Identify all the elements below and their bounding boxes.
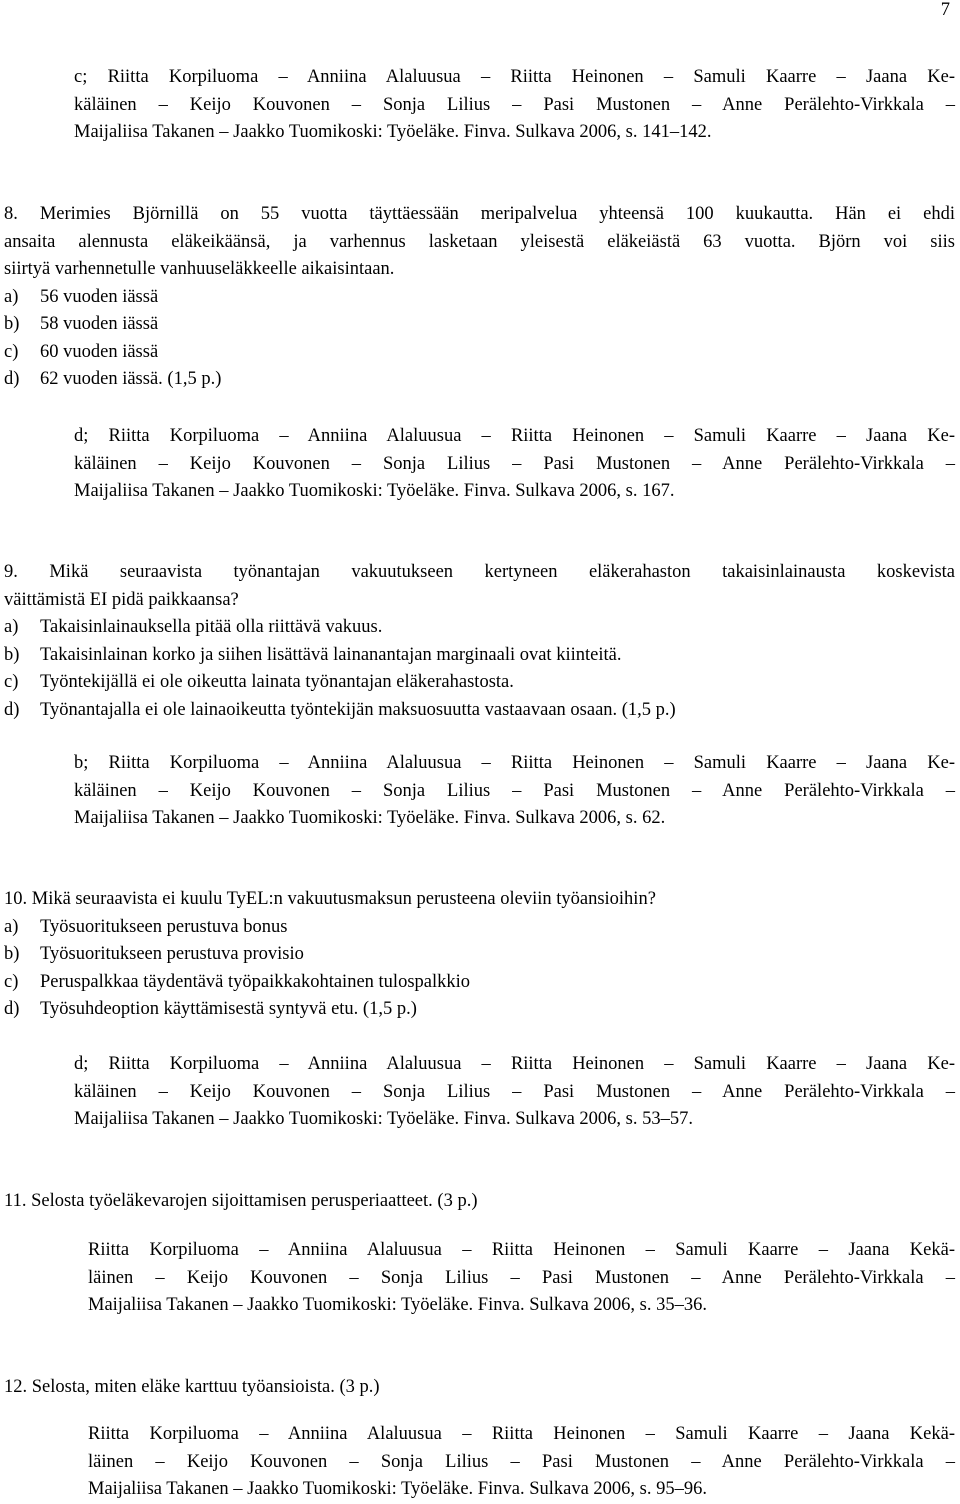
question-9 (4, 559, 955, 724)
answer-11-reference (88, 1237, 955, 1320)
reference-line: d; Riitta Korpiluoma – Anniina Alaluusua – Riitta Heinonen – Samuli Kaarre – Jaana Ke- (74, 1054, 955, 1074)
question-text-line: siirtyä varhennetulle vanhuuseläkkeelle aikaisintaan. (4, 259, 395, 279)
answer-option-a: a) Työsuoritukseen perustuva bonus (4, 916, 288, 937)
answer-7-reference (74, 64, 955, 147)
reference-line: Maijaliisa Takanen – Jaakko Tuomikoski: Työeläke. Finva. Sulkava 2006, s. 53–57. (74, 1109, 694, 1129)
reference-line: läinen – Keijo Kouvonen – Sonja Lilius – Pasi Mustonen – Anne Perälehto-Virkkala – (88, 1451, 955, 1472)
reference-line: Maijaliisa Takanen – Jaakko Tuomikoski: Työeläke. Finva. Sulkava 2006, s. 141–142. (74, 122, 712, 142)
answer-option-d: d) Työnantajalla ei ole lainaoikeutta työntekijän maksuosuutta vastaavaan osaan. (1,5 p.) (4, 699, 676, 720)
question-text-line: ansaita alennusta eläkeikäänsä, ja varhennus lasketaan yleisestä eläkeiästä 63 vuotta. Björn voi siis (4, 231, 955, 252)
reference-line: b; Riitta Korpiluoma – Anniina Alaluusua – Riitta Heinonen – Samuli Kaarre – Jaana Ke- (74, 753, 955, 773)
answer-option-a: a) Takaisinlainauksella pitää olla riittävä vakuus. (4, 617, 383, 637)
reference-line: Maijaliisa Takanen – Jaakko Tuomikoski: Työeläke. Finva. Sulkava 2006, s. 167. (74, 481, 675, 501)
answer-12-reference (88, 1421, 955, 1504)
question-text-line: 9. Mikä seuraavista työnantajan vakuutukseen kertyneen eläkerahaston takaisinlainausta koskevista (4, 562, 955, 582)
answer-option-c: c) Peruspalkkaa täydentävä työpaikkakohtainen tulospalkkio (4, 971, 471, 992)
answer-option-a: a) 56 vuoden iässä (4, 286, 159, 307)
answer-option-d: d) Työsuhdeoption käyttämisestä syntyvä etu. (1,5 p.) (4, 999, 417, 1019)
question-12 (4, 1374, 955, 1402)
reference-line: Riitta Korpiluoma – Anniina Alaluusua – Riitta Heinonen – Samuli Kaarre – Jaana Kekä- (88, 1424, 955, 1444)
question-text-line: 12. Selosta, miten eläke karttuu työansioista. (3 p.) (4, 1377, 380, 1397)
reference-line: d; Riitta Korpiluoma – Anniina Alaluusua – Riitta Heinonen – Samuli Kaarre – Jaana Ke- (74, 426, 955, 446)
answer-option-b: b) 58 vuoden iässä (4, 314, 159, 334)
answer-8-reference (74, 423, 955, 506)
question-text-line: 10. Mikä seuraavista ei kuulu TyEL:n vakuutusmaksun perusteena oleviin työansioihin? (4, 889, 656, 909)
question-10 (4, 886, 955, 1024)
reference-line: käläinen – Keijo Kouvonen – Sonja Lilius – Pasi Mustonen – Anne Perälehto-Virkkala – (74, 453, 955, 474)
question-text-line: väittämistä EI pidä paikkaansa? (4, 589, 239, 610)
reference-line: Maijaliisa Takanen – Jaakko Tuomikoski: Työeläke. Finva. Sulkava 2006, s. 35–36. (88, 1295, 708, 1315)
question-8 (4, 201, 955, 394)
question-text-line: 11. Selosta työeläkevarojen sijoittamisen perusperiaatteet. (3 p.) (4, 1191, 478, 1211)
answer-option-d: d) 62 vuoden iässä. (1,5 p.) (4, 369, 222, 389)
reference-line: Maijaliisa Takanen – Jaakko Tuomikoski: Työeläke. Finva. Sulkava 2006, s. 95–96. (88, 1479, 708, 1499)
reference-line: käläinen – Keijo Kouvonen – Sonja Lilius – Pasi Mustonen – Anne Perälehto-Virkkala – (74, 780, 955, 801)
question-11 (4, 1188, 955, 1216)
reference-line: Riitta Korpiluoma – Anniina Alaluusua – Riitta Heinonen – Samuli Kaarre – Jaana Kekä- (88, 1240, 955, 1260)
page-number: 7 (940, 0, 950, 20)
reference-line: käläinen – Keijo Kouvonen – Sonja Lilius – Pasi Mustonen – Anne Perälehto-Virkkala – (74, 94, 955, 115)
reference-line: c; Riitta Korpiluoma – Anniina Alaluusua – Riitta Heinonen – Samuli Kaarre – Jaana Ke- (74, 67, 955, 87)
answer-option-c: c) 60 vuoden iässä (4, 341, 159, 362)
answer-10-reference (74, 1051, 955, 1134)
answer-option-c: c) Työntekijällä ei ole oikeutta lainata työnantajan eläkerahastosta. (4, 672, 514, 692)
reference-line: läinen – Keijo Kouvonen – Sonja Lilius – Pasi Mustonen – Anne Perälehto-Virkkala – (88, 1267, 955, 1288)
reference-line: Maijaliisa Takanen – Jaakko Tuomikoski: Työeläke. Finva. Sulkava 2006, s. 62. (74, 808, 666, 828)
answer-option-b: b) Työsuoritukseen perustuva provisio (4, 944, 304, 964)
question-text-line: 8. Merimies Björnillä on 55 vuotta täyttäessään meripalvelua yhteensä 100 kuukautta. Hän ei ehdi (4, 204, 955, 224)
reference-line: käläinen – Keijo Kouvonen – Sonja Lilius – Pasi Mustonen – Anne Perälehto-Virkkala – (74, 1081, 955, 1102)
answer-option-b: b) Takaisinlainan korko ja siihen lisättävä lainanantajan marginaali ovat kiinteitä. (4, 644, 622, 665)
answer-9-reference (74, 750, 955, 833)
